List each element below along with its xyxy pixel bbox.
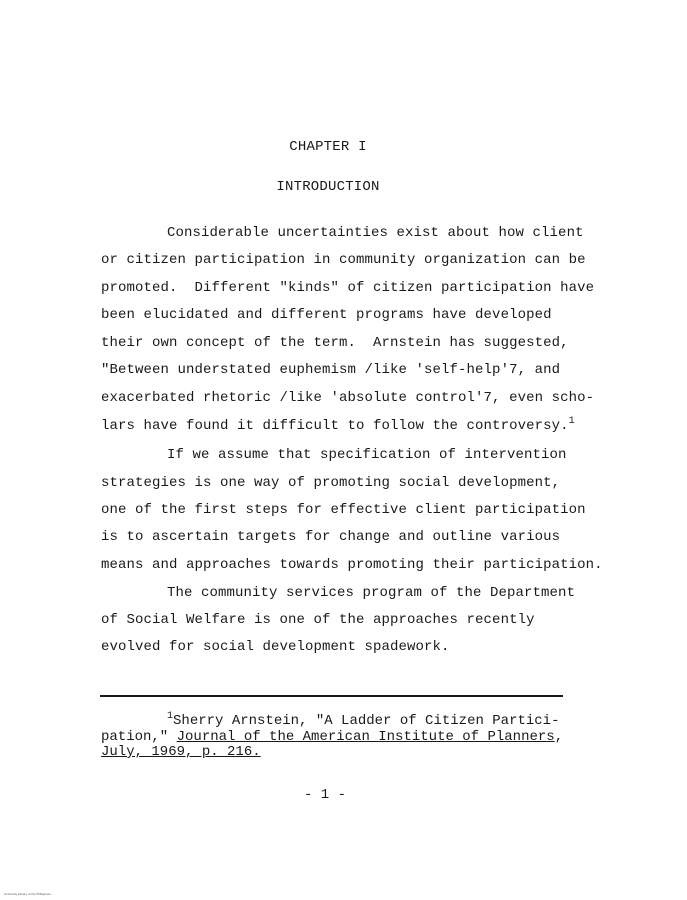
footnote-line [167,711,560,729]
footnote-reference: 1 [568,416,575,427]
paragraph-line: "Between understated euphemism /like 'self-help'7, and [101,362,561,378]
paragraph-line: strategies is one way of promoting social development, [101,475,561,491]
footnote-number: 1 [167,711,174,722]
publication-date: July, 1969 [101,744,186,760]
journal-title: Journal of the American Institute of Planners [176,729,555,745]
footnote-text: pation," [101,729,177,745]
paragraph-line: exacerbated rhetoric /like 'absolute control'7, even scho- [101,390,595,406]
paragraph-line: of Social Welfare is one of the approaches recently [101,612,535,628]
paragraph-line: If we assume that specification of intervention [167,447,567,463]
footnote-text: , [554,729,564,745]
paragraph-line: evolved for social development spadework. [101,639,450,655]
paragraph-line [101,418,575,434]
paragraph-line: been elucidated and different programs have developed [101,307,552,323]
footnote-text: Sherry Arnstein, "A Ladder of Citizen Partici- [173,713,560,729]
paragraph-line: one of the first steps for effective client participation [101,502,586,518]
footnote-line [101,730,563,745]
paragraph-line: The community services program of the Department [167,585,576,601]
page-reference: , p. 216. [185,744,261,760]
footnote-divider [100,695,563,697]
footnote-line [101,745,261,760]
paragraph-line: is to ascertain targets for change and outline various [101,529,561,545]
paragraph-line: means and approaches towards promoting their participation. [101,557,603,573]
chapter-label: CHAPTER I [289,139,367,155]
paragraph-line: Considerable uncertainties exist about how client [167,225,584,241]
paragraph-line: promoted. Different "kinds" of citizen participation have [101,280,595,296]
paragraph-line-text: lars have found it difficult to follow the controversy. [101,418,569,434]
archive-stamp: University Library of the Philippines [4,892,51,896]
paragraph-line: or citizen participation in community organization can be [101,252,586,268]
page-number: - 1 - [303,787,346,803]
paragraph-line: their own concept of the term. Arnstein has suggested, [101,335,569,351]
section-heading: INTRODUCTION [276,179,380,195]
